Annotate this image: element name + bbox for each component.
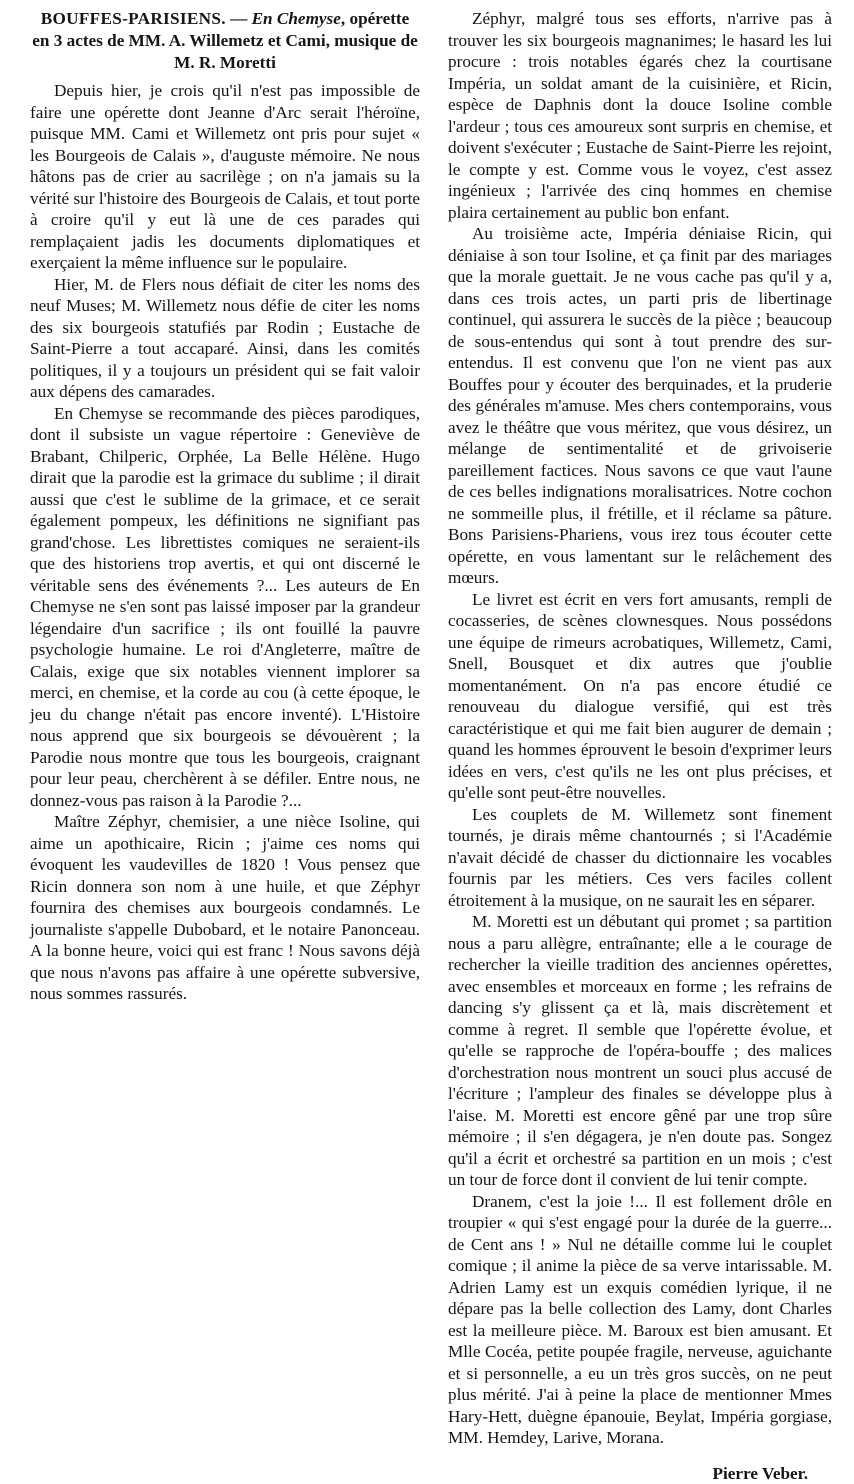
paragraph: Les couplets de M. Willemetz sont finement tournés, je dirais même chantournés ; si l'Académie n'avait décidé de chasser du dictionnaire les vocables fournis par les métiers. Ces vers faciles collent étroitement à la musique, on ne saurait les en séparer.	[448, 804, 832, 912]
paragraph: Maître Zéphyr, chemisier, a une nièce Isoline, qui aime un apothicaire, Ricin ; j'aime ces noms qui évoquent les vaudevilles de 1820 ! Vous pensez que Ricin donnera son nom à une huile, et que Zéphyr fournira des chemises aux bourgeois condamnés. Le journaliste s'appelle Dubobard, et le notaire Panonceau. A la bonne heure, voici qui est franc ! Nous savons déjà que nous n'avons pas affaire à une opérette subversive, nous sommes rassurés.	[30, 811, 420, 1005]
paragraph: Le livret est écrit en vers fort amusants, rempli de cocasseries, de scènes clownesques. Nous possédons une équipe de rimeurs acrobatiques, Willemetz, Cami, Snell, Bousquet et dix autres que j'oublie momentanément. On n'a pas encore étudié ce renouveau du dialogue versifié, qui est très caractéristique et qui me fait bien augurer de demain ; quand les hommes éprouvent le besoin d'exprimer leurs idées en vers, c'est qu'ils ne les ont plus précises, et qu'elle sont peut-être nouvelles.	[448, 589, 832, 804]
paragraph: Zéphyr, malgré tous ses efforts, n'arrive pas à trouver les six bourgeois magnanimes; le hasard les lui procure : trois notables égarés chez la courtisane Impéria, un soldat amant de la cuisinière, et Ricin, espèce de Daphnis dont la douce Isoline comble l'ardeur ; tous ces amoureux sont surpris en chemise, et doivent s'exécuter ; Eustache de Saint-Pierre les rejoint, le compte y est. Comme vous le voyez, c'est assez ingénieux ; l'arrivée des cinq hommes en chemise plaira certainement au public bon enfant.	[448, 8, 832, 223]
paragraph: Depuis hier, je crois qu'il n'est pas impossible de faire une opérette dont Jeanne d'Arc serait l'héroïne, puisque MM. Cami et Willemetz ont pris pour sujet « les Bourgeois de Calais », d'auguste mémoire. Ne nous hâtons pas de crier au sacrilège ; on n'a jamais su la vérité sur l'histoire des Bourgeois de Calais, et tout porte à croire qu'il y eut là une de ces parades qui remplaçaient jadis les documents diplomatiques et exerçaient la même influence sur le populaire.	[30, 80, 420, 274]
work-title: En Chemyse	[252, 9, 341, 28]
theater-name: BOUFFES-PARISIENS.	[41, 9, 226, 28]
article-headline	[30, 8, 420, 74]
paragraph: Dranem, c'est la joie !... Il est follement drôle en troupier « qui s'est engagé pour la durée de la guerre... de Cent ans ! » Nul ne détaille comme lui le couplet comique ; il anime la pièce de sa verve intarissable. M. Adrien Lamy est un exquis comédien lyrique, il ne dépare pas la belle collection des Lamy, dont Charles est la meilleure pièce. M. Baroux est bien amusant. Et Mlle Cocéa, petite poupée fragile, nerveuse, aguichante et si personnelle, a eu un très gros succès, on ne peut plus mérité. J'ai à peine la place de mentionner Mmes Hary-Hett, duègne épanouie, Beylat, Impéria gorgiase, MM. Hemdey, Larive, Morana.	[448, 1191, 832, 1449]
headline-subtitle: , opérette en 3 actes de MM. A. Willemetz et Cami, musique de M. R. Moretti	[32, 9, 418, 72]
headline-dash: —	[226, 9, 252, 28]
author-signature: Pierre Veber.	[448, 1463, 832, 1484]
paragraph: Hier, M. de Flers nous défiait de citer les noms des neuf Muses; M. Willemetz nous défie de citer les noms des six bourgeois statufiés par Rodin ; Eustache de Saint-Pierre a tout accaparé. Ainsi, dans les comités politiques, il y a toujours un président qui se fait valoir aux dépens des camarades.	[30, 274, 420, 403]
paragraph: Au troisième acte, Impéria déniaise Ricin, qui déniaise à son tour Isoline, et ça finit par des mariages que la morale guettait. Je ne vous cache pas qu'il y a, dans ces trois actes, un parti pris de libertinage continuel, qui assurera le succès de la pièce ; beaucoup de sous-entendus qui sont à tout prendre des sur-entendus. Il est convenu que l'on ne vient pas aux Bouffes pour y écouter des berquinades, et la pruderie des générales m'amuse. Mes chers contemporains, vous avez le théâtre que vous méritez, que vous désirez, un mélange de sentimentalité et de grivoiserie pareillement factices. Nous savons ce que vaut l'aune de ces belles indignations moralisatrices. Notre cochon ne sommeille plus, il frétille, et il réclame sa pâture. Bons Parisiens-Phariens, vous irez tous écouter cette opérette, en vous lamentant sur le relâchement des mœurs.	[448, 223, 832, 589]
left-column	[30, 8, 420, 1005]
right-column	[448, 8, 832, 1484]
paragraph: M. Moretti est un débutant qui promet ; sa partition nous a paru allègre, entraînante; elle a le courage de rechercher la vieille tradition des anciennes opérettes, avec ensembles et morceaux en forme ; les refrains de dancing s'y glissent ça et là, mais discrètement et comme à regret. Il semble que l'opérette évolue, et qu'elle se rapproche de l'opéra-bouffe ; des malices d'orchestration nous montrent un souci plus accusé de l'écriture ; l'ampleur des finales se développe plus à l'aise. M. Moretti est encore gêné par une trop sûre mémoire ; il s'en dégagera, je n'en doute pas. Songez qu'il a écrit et orchestré sa partition en un mois ; c'est un tour de force dont il convient de lui tenir compte.	[448, 911, 832, 1191]
paragraph: En Chemyse se recommande des pièces parodiques, dont il subsiste un vague répertoire : Geneviève de Brabant, Chilperic, Orphée, La Belle Hélène. Hugo dirait que la parodie est la grimace du sublime ; il dirait aussi que c'est le sublime de la grimace, et ce serait également pompeux, les définitions ne signifiant pas grand'chose. Les librettistes comiques ne seraient-ils que des historiens trop avertis, et qui ont discerné le véritable sens des événements ?... Les auteurs de En Chemyse ne s'en sont pas laissé imposer par la grandeur légendaire d'un sacrifice ; ils ont fouillé la pauvre psychologie humaine. Le roi d'Angleterre, maître de Calais, exige que six notables viennent implorer sa merci, en chemise, et la corde au cou (à cette époque, le jeu du change n'était pas encore inventé). L'Histoire nous apprend que six bourgeois se dévouèrent ; la Parodie nous montre que tous les bourgeois, craignant pour leur peau, cherchèrent à se défiler. Entre nous, ne donnez-vous pas raison à la Parodie ?...	[30, 403, 420, 812]
